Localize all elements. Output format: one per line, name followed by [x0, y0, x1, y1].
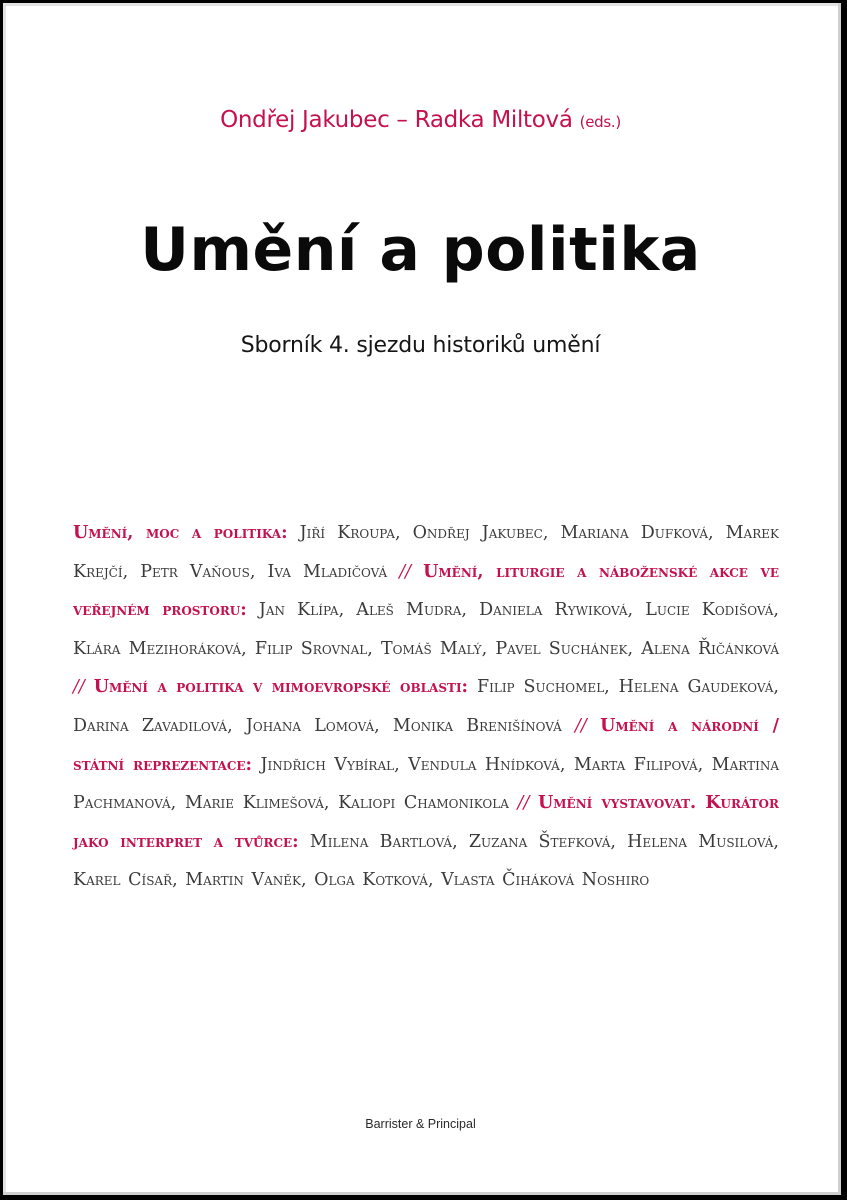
section-authors: Filip Suchomel, Helena Gaudeková, Darina Zavadilová, Johana Lomová, Monika Brenišínová	[73, 677, 779, 736]
section-separator: //	[399, 561, 412, 582]
editors-names: Ondřej Jakubec – Radka Miltová	[220, 107, 573, 133]
section-heading: Umění a národní / státní reprezentace:	[73, 715, 779, 775]
section-heading: Umění, liturgie a náboženské akce ve veřejném prostoru:	[73, 561, 779, 621]
editors-suffix: (eds.)	[579, 113, 621, 131]
section-separator: //	[73, 677, 85, 698]
section-separator: //	[575, 715, 587, 736]
section-separator: //	[517, 793, 530, 814]
section-authors: Jindřich Vybíral, Vendula Hnídková, Marta Filipová, Martina Pachmanová, Marie Klimešová, Kaliopi Chamonikola	[73, 754, 779, 814]
book-cover	[3, 3, 841, 1195]
section-authors: Milena Bartlová, Zuzana Štefková, Helena Musilová, Karel Císař, Martin Vaněk, Olga Kotková, Vlasta Čiháková Noshiro	[73, 831, 779, 891]
book-title: Umění a politika	[140, 215, 701, 285]
section-heading: Umění vystavovat. Kurátor jako interpret a tvůrce:	[73, 793, 779, 852]
section-authors: Jiří Kroupa, Ondřej Jakubec, Mariana Dufková, Marek Krejčí, Petr Vaňous, Iva Mladičová	[73, 523, 779, 582]
section-heading: Umění, moc a politika:	[73, 523, 288, 543]
table-of-contents	[73, 514, 779, 900]
book-subtitle: Sborník 4. sjezdu historiků umění	[240, 333, 601, 358]
publisher-name: Barrister & Principal	[365, 1117, 476, 1131]
section-heading: Umění a politika v mimoevropské oblasti:	[93, 677, 469, 698]
section-authors: Jan Klípa, Aleš Mudra, Daniela Rywiková, Lucie Kodišová, Klára Mezihoráková, Filip Srovnal, Tomáš Malý, Pavel Suchánek, Alena Řičánková	[73, 600, 779, 659]
editors-line	[3, 107, 838, 133]
